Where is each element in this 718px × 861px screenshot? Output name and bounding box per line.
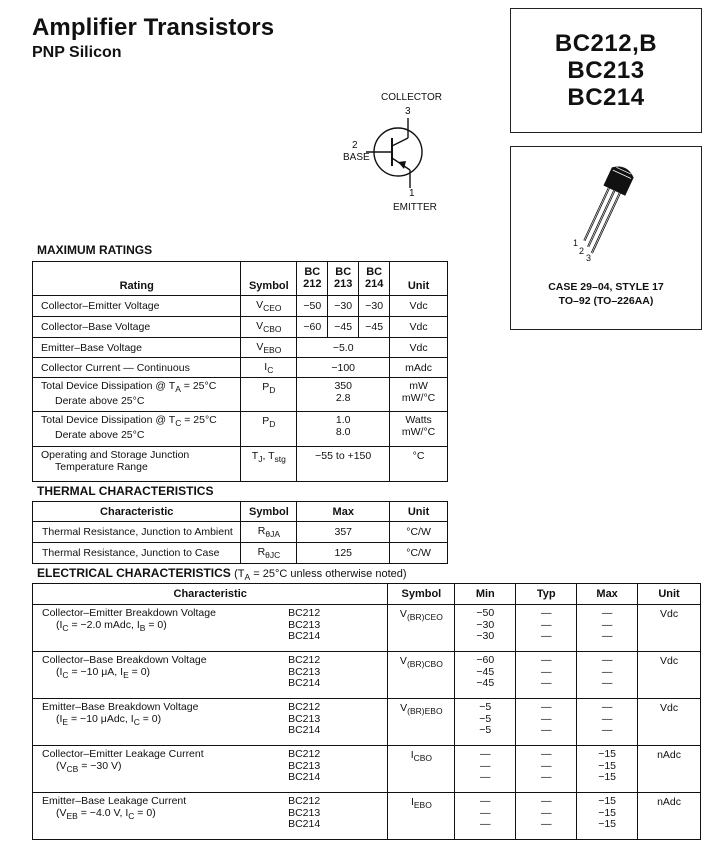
value-cell: −45 (359, 317, 390, 338)
symbol-cell: $I_{CBO}$ (388, 746, 455, 793)
typ-cell: — — — (516, 605, 577, 652)
min-cell: −50 −30 −30 (455, 605, 516, 652)
min-cell: — — — (455, 746, 516, 793)
typ-cell: — — — (516, 746, 577, 793)
table-row (33, 338, 448, 358)
rating-cell: Operating and Storage Junction Temperature Range (33, 447, 241, 482)
column-header: Rating (33, 262, 241, 296)
value-cell: 350 2.8 (297, 378, 390, 412)
rating-cell: Total Device Dissipation @ $T_C = 25^\circ C$ Derate above 25°C (33, 412, 241, 447)
column-header: Characteristic (33, 584, 388, 605)
symbol-cell: $P_D$ (241, 412, 297, 447)
base-pin: 2 (352, 140, 358, 151)
typ-cell: — — — (516, 652, 577, 699)
min-cell: — — — (455, 793, 516, 840)
table-row (33, 296, 448, 317)
rating-cell: Emitter–Base Voltage (33, 338, 241, 358)
value-cell: −30 (328, 296, 359, 317)
section-title: MAXIMUM RATINGS (37, 243, 153, 257)
column-header: Unit (390, 502, 448, 522)
column-header: Unit (638, 584, 701, 605)
section-title: ELECTRICAL CHARACTERISTICS ($T_A = 25^\circ C$ unless otherwise noted) (37, 566, 407, 582)
table-row (33, 652, 701, 699)
device-cell: BC212 BC213 BC214 (288, 605, 388, 652)
max-cell: — — — (577, 699, 638, 746)
unit-cell: °C (390, 447, 448, 482)
part-number: BC213 (567, 57, 645, 84)
column-header: Unit (390, 262, 448, 296)
unit-cell: °C/W (390, 522, 448, 543)
characteristic-cell: Emitter–Base Breakdown Voltage ($I_E = -10$ μAdc, $I_C = 0$) (33, 699, 289, 746)
column-header: Max (577, 584, 638, 605)
max-cell: −15 −15 −15 (577, 746, 638, 793)
unit-cell: Vdc (638, 605, 701, 652)
unit-cell: Vdc (390, 296, 448, 317)
symbol-cell: $T_J$, $T_{stg}$ (241, 447, 297, 482)
case-info: CASE 29–04, STYLE 17 (548, 281, 664, 293)
rating-cell: Collector–Base Voltage (33, 317, 241, 338)
table-header-row (33, 262, 448, 296)
symbol-cell: $V_{(BR)CBO}$ (388, 652, 455, 699)
value-cell: 125 (297, 543, 390, 564)
unit-cell: Vdc (390, 338, 448, 358)
column-header: Typ (516, 584, 577, 605)
value-cell: −55 to +150 (297, 447, 390, 482)
table-row (33, 543, 448, 564)
value-cell: −45 (328, 317, 359, 338)
symbol-cell: $R_{\theta JC}$ (241, 543, 297, 564)
package-box (510, 146, 702, 330)
unit-cell: Vdc (638, 699, 701, 746)
table-header-row (33, 584, 701, 605)
value-cell: −30 (359, 296, 390, 317)
characteristic-cell: Collector–Emitter Breakdown Voltage ($I_C = -2.0$ mAdc, $I_B = 0$) (33, 605, 289, 652)
table-row (33, 522, 448, 543)
rating-cell: Total Device Dissipation @ $T_A = 25^\circ C$ Derate above 25°C (33, 378, 241, 412)
max-ratings-table (32, 261, 448, 482)
max-cell: — — — (577, 605, 638, 652)
column-header: BC 212 (297, 262, 328, 296)
device-cell: BC212 BC213 BC214 (288, 699, 388, 746)
part-number: BC214 (567, 84, 645, 111)
symbol-cell: $V_{EBO}$ (241, 338, 297, 358)
unit-cell: mAdc (390, 358, 448, 378)
page-title: Amplifier Transistors (32, 14, 275, 41)
thermal-table (32, 501, 448, 564)
device-cell: BC212 BC213 BC214 (288, 793, 388, 840)
value-cell: −5.0 (297, 338, 390, 358)
typ-cell: — — — (516, 699, 577, 746)
part-number: BC212,B (554, 30, 658, 57)
value-cell: −100 (297, 358, 390, 378)
table-row (33, 317, 448, 338)
symbol-cell: $V_{(BR)CEO}$ (388, 605, 455, 652)
typ-cell: — — — (516, 793, 577, 840)
emitter-pin: 1 (409, 188, 415, 199)
collector-label: COLLECTOR (381, 92, 442, 103)
column-header: BC 213 (328, 262, 359, 296)
unit-cell: nAdc (638, 793, 701, 840)
table-row (33, 358, 448, 378)
unit-cell: Watts mW/°C (390, 412, 448, 447)
symbol-cell: $I_{EBO}$ (388, 793, 455, 840)
max-cell: −15 −15 −15 (577, 793, 638, 840)
symbol-cell: $P_D$ (241, 378, 297, 412)
symbol-cell: $V_{(BR)EBO}$ (388, 699, 455, 746)
transistor-schematic (330, 88, 450, 218)
emitter-label: EMITTER (393, 202, 437, 213)
part-number-box (510, 8, 702, 133)
table-row (33, 746, 701, 793)
section-title: THERMAL CHARACTERISTICS (37, 484, 214, 498)
table-row (33, 447, 448, 482)
value-cell: −50 (297, 296, 328, 317)
base-label: BASE (343, 152, 370, 163)
rating-cell: Collector Current — Continuous (33, 358, 241, 378)
symbol-cell: $I_C$ (241, 358, 297, 378)
min-cell: −60 −45 −45 (455, 652, 516, 699)
column-header: Min (455, 584, 516, 605)
characteristic-cell: Emitter–Base Leakage Current ($V_{EB} = -4.0$ V, $I_C = 0$) (33, 793, 289, 840)
column-header: Symbol (241, 502, 297, 522)
symbol-cell: $V_{CEO}$ (241, 296, 297, 317)
unit-cell: mW mW/°C (390, 378, 448, 412)
device-cell: BC212 BC213 BC214 (288, 746, 388, 793)
column-header: Characteristic (33, 502, 241, 522)
package-pin-1: 1 (573, 238, 579, 248)
page-subtitle: PNP Silicon (32, 44, 122, 61)
value-cell: 357 (297, 522, 390, 543)
value-cell: −60 (297, 317, 328, 338)
pnp-transistor-symbol-icon (330, 88, 450, 218)
table-row (33, 699, 701, 746)
characteristic-cell: Thermal Resistance, Junction to Ambient (33, 522, 241, 543)
max-cell: — — — (577, 652, 638, 699)
symbol-cell: $V_{CBO}$ (241, 317, 297, 338)
value-cell: 1.0 8.0 (297, 412, 390, 447)
column-header: Max (297, 502, 390, 522)
table-header-row (33, 502, 448, 522)
to92-package-icon (566, 157, 666, 277)
characteristic-cell: Collector–Emitter Leakage Current ($V_{CB} = -30$ V) (33, 746, 289, 793)
column-header: BC 214 (359, 262, 390, 296)
characteristic-cell: Thermal Resistance, Junction to Case (33, 543, 241, 564)
electrical-table (32, 583, 701, 840)
table-row (33, 378, 448, 412)
min-cell: −5 −5 −5 (455, 699, 516, 746)
table-row (33, 412, 448, 447)
package-pin-2: 2 (579, 246, 585, 256)
package-pin-3: 3 (586, 253, 592, 263)
characteristic-cell: Collector–Base Breakdown Voltage ($I_C = -10$ μA, $I_E = 0$) (33, 652, 289, 699)
column-header: Symbol (241, 262, 297, 296)
table-row (33, 605, 701, 652)
unit-cell: nAdc (638, 746, 701, 793)
section-note: ($T_A = 25^\circ C$ unless otherwise noted) (234, 568, 407, 582)
symbol-cell: $R_{\theta JA}$ (241, 522, 297, 543)
column-header: Symbol (388, 584, 455, 605)
rating-cell: Collector–Emitter Voltage (33, 296, 241, 317)
case-info: TO–92 (TO–226AA) (558, 295, 654, 307)
unit-cell: °C/W (390, 543, 448, 564)
collector-pin: 3 (405, 106, 411, 117)
unit-cell: Vdc (390, 317, 448, 338)
device-cell: BC212 BC213 BC214 (288, 652, 388, 699)
unit-cell: Vdc (638, 652, 701, 699)
table-row (33, 793, 701, 840)
